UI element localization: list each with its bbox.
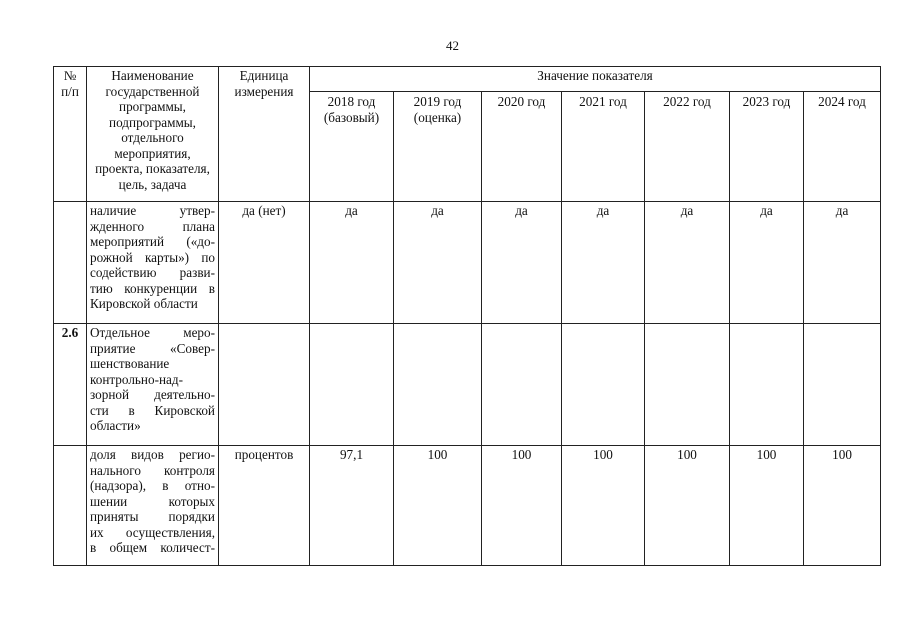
row-value-2023: да: [730, 202, 804, 324]
row-name-line: шенствование: [90, 356, 170, 371]
row-name-line: доля видов регио-: [90, 447, 215, 462]
row-value-2021: да: [562, 202, 645, 324]
row-name-line: мероприятий («до-: [90, 234, 215, 249]
row-name-line: сти в Кировской: [90, 402, 215, 418]
row-value-2024: 100: [804, 446, 881, 566]
indicator-table: [53, 66, 881, 566]
header-year-2022: 2022 год: [645, 92, 730, 202]
row-value-2018: да: [310, 202, 394, 324]
header-year-2024: 2024 год: [804, 92, 881, 202]
row-num: [54, 446, 87, 566]
row-value-2022: [645, 324, 730, 446]
row-value-2018: [310, 324, 394, 446]
header-row-top: [54, 67, 881, 92]
row-value-2020: да: [482, 202, 562, 324]
table-row: [54, 202, 881, 324]
row-name-line: Отдельное меро-: [90, 325, 215, 340]
row-name-line: их осуществления,: [90, 524, 215, 540]
row-value-2019: 100: [394, 446, 482, 566]
row-name-line: (надзора), в отно-: [90, 478, 215, 493]
table-row: [54, 446, 881, 566]
row-value-2018: 97,1: [310, 446, 394, 566]
row-value-2022: 100: [645, 446, 730, 566]
page-number: 42: [446, 38, 459, 53]
row-name-line: тию конкуренции в: [90, 280, 215, 296]
row-value-2023: 100: [730, 446, 804, 566]
row-name: [87, 202, 219, 324]
header-year-2018: 2018 год (базовый): [310, 92, 394, 202]
row-value-2020: [482, 324, 562, 446]
row-name-line: приняты порядки: [90, 509, 215, 524]
row-name-line: рожной карты») по: [90, 249, 215, 265]
row-value-2024: [804, 324, 881, 446]
row-value-2020: 100: [482, 446, 562, 566]
row-name-line: области»: [90, 418, 141, 433]
row-unit: [219, 324, 310, 446]
header-year-2023: 2023 год: [730, 92, 804, 202]
header-num: № п/п: [54, 67, 87, 202]
row-name: [87, 324, 219, 446]
row-num: [54, 202, 87, 324]
row-unit: да (нет): [219, 202, 310, 324]
row-value-2024: да: [804, 202, 881, 324]
row-value-2019: да: [394, 202, 482, 324]
row-value-2019: [394, 324, 482, 446]
row-name-line: наличие утвер-: [90, 203, 215, 218]
row-name-line: Кировской области: [90, 296, 198, 311]
header-year-2021: 2021 год: [562, 92, 645, 202]
table-row: [54, 324, 881, 446]
row-name-line: содействию разви-: [90, 265, 215, 280]
row-name-line: приятие «Совер-: [90, 340, 215, 356]
row-name-line: зорной деятельно-: [90, 387, 215, 402]
row-value-2022: да: [645, 202, 730, 324]
row-name: [87, 446, 219, 566]
row-name-line: в общем количест-: [90, 540, 215, 555]
row-unit: процентов: [219, 446, 310, 566]
header-name: Наименование государственной программы, подпрограммы, отдельного мероприятия, проекта, показателя, цель, задача: [87, 67, 219, 202]
header-unit: Единица измерения: [219, 67, 310, 202]
header-value-group: Значение показателя: [310, 67, 881, 92]
row-value-2021: [562, 324, 645, 446]
row-num: 2.6: [54, 324, 87, 446]
row-name-line: жденного плана: [90, 218, 215, 234]
row-name-line: шении которых: [90, 493, 215, 509]
row-name-line: контрольно-над-: [90, 371, 183, 387]
header-year-2020: 2020 год: [482, 92, 562, 202]
row-value-2023: [730, 324, 804, 446]
row-value-2021: 100: [562, 446, 645, 566]
header-year-2019: 2019 год (оценка): [394, 92, 482, 202]
row-name-line: нального контроля: [90, 462, 215, 478]
